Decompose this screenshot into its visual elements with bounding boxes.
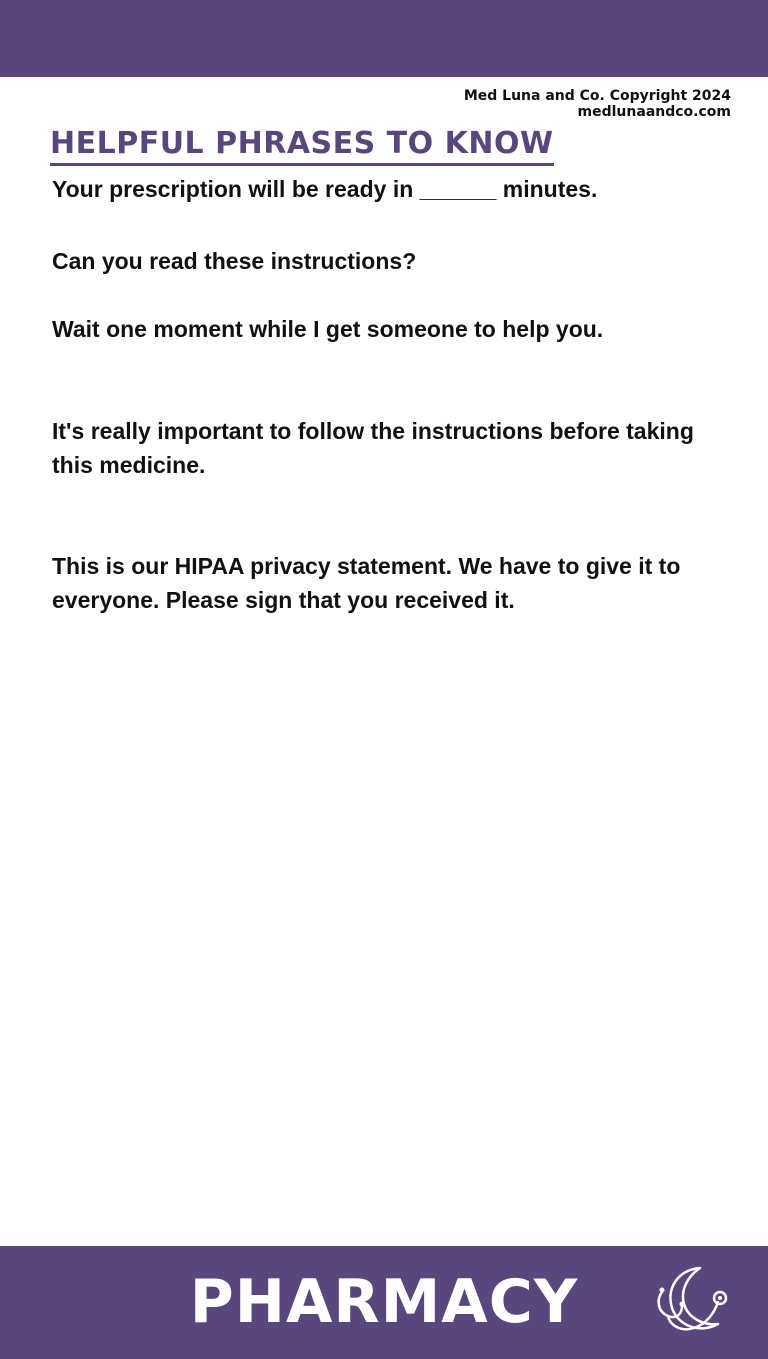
top-banner	[0, 0, 768, 77]
phrase-wait-moment: Wait one moment while I get someone to help you.	[52, 316, 604, 342]
footer-title: PHARMACY	[189, 1267, 579, 1337]
copyright-notice	[464, 88, 731, 120]
moon-stethoscope-icon	[648, 1262, 736, 1342]
phrase-follow-instructions: It's really important to follow the instructions before taking this medicine.	[52, 418, 694, 478]
copyright-text: Med Luna and Co. Copyright 2024	[463, 88, 731, 104]
phrase-read-instructions: Can you read these instructions?	[52, 248, 417, 274]
phrase-prescription-ready: Your prescription will be ready in ______ minutes.	[52, 176, 598, 202]
website-url: medlunaandco.com	[577, 104, 731, 120]
phrase-hipaa-statement: This is our HIPAA privacy statement. We have to give it to everyone. Please sign that you received it.	[52, 553, 681, 613]
page-title: HELPFUL PHRASES TO KNOW	[50, 126, 554, 166]
